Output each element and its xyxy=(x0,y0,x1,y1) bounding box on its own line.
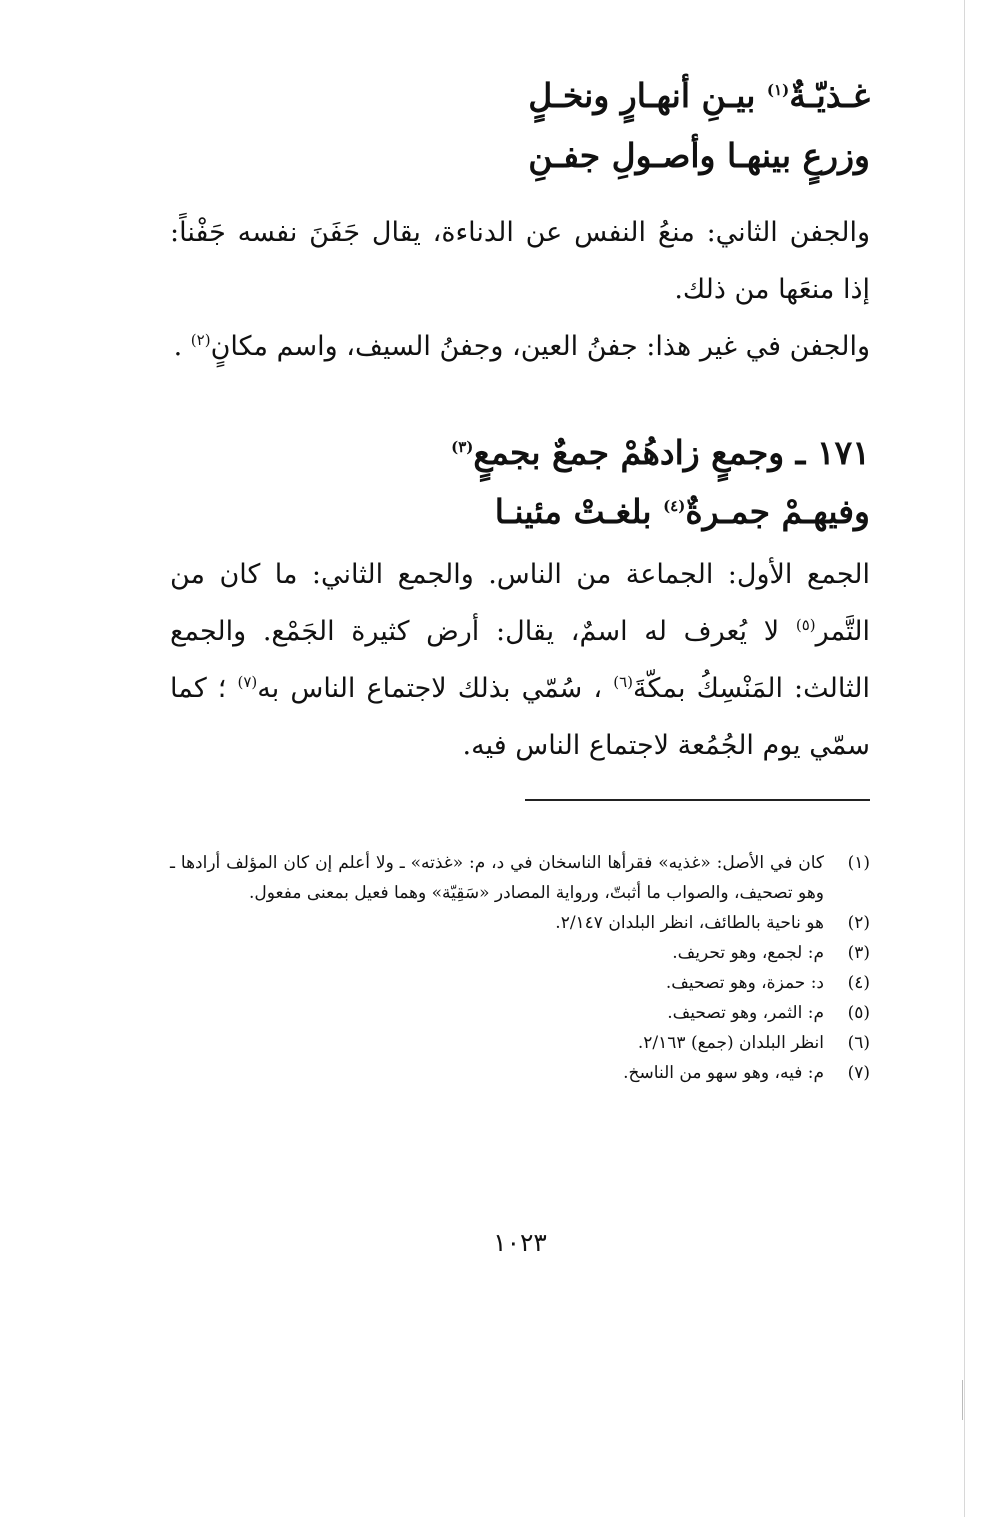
footnotes xyxy=(170,848,870,1088)
footnote-ref: (٤) xyxy=(663,497,686,515)
paragraph-text: ، سُمّي بذلك لاجتماع الناس به xyxy=(257,673,614,704)
footnote-text: م: فيه، وهو سهو من الناسخ. xyxy=(623,1063,824,1083)
verse-text: بيـنِ أنهـارٍ ونخـلٍ xyxy=(528,76,767,115)
footnote-text: كان في الأصل: «غذيه» فقرأها الناسخان في د، م: «غذته» ـ ولا أعلم إن كان المؤلف أرادها ـ وهو تصحيف، والصواب ما أثبتّ، ورواية المصادر «سَقِيّة» وهما فعيل بمعنى مفعول. xyxy=(170,853,824,903)
footnote-number: (٧) xyxy=(847,1063,870,1083)
footnote-ref: (٢) xyxy=(190,331,211,349)
footnote-number: (٣) xyxy=(847,943,870,963)
footnote-item xyxy=(170,998,870,1028)
footnote-item xyxy=(170,908,870,938)
footnote-ref: (٥) xyxy=(795,616,816,634)
footnote-text: م: الثمر، وهو تصحيف. xyxy=(667,1003,824,1023)
footnote-number: (١) xyxy=(847,853,870,873)
paragraph-text: . xyxy=(173,331,191,362)
paragraph-text: الجمع الأول: الجماعة من الناس. والجمع الثاني: ما كان من التَّمر xyxy=(170,559,870,647)
footnote-number: (٥) xyxy=(847,1003,870,1023)
verse-line-2: وزرعٍ بينهـا وأصـولِ جفـنِ xyxy=(528,136,870,175)
footnote-item xyxy=(170,1028,870,1058)
paragraph-2 xyxy=(170,318,870,375)
paragraph-3 xyxy=(170,546,870,774)
verse-line-3 xyxy=(170,433,870,472)
verse-line-1 xyxy=(170,76,870,115)
page-edge-line xyxy=(964,0,965,1517)
verse-text: بلغـتْ مئينـا xyxy=(494,492,664,531)
footnote-ref: (٣) xyxy=(451,438,474,456)
verse-line-4 xyxy=(170,492,870,531)
footnote-ref: (٧) xyxy=(237,673,258,691)
footnote-text: هو ناحية بالطائف، انظر البلدان ٢/١٤٧. xyxy=(555,913,824,933)
footnote-text: د: حمزة، وهو تصحيف. xyxy=(665,973,824,993)
footnote-item xyxy=(170,938,870,968)
page-number: ١٠٢٣ xyxy=(493,1228,547,1257)
footnote-divider xyxy=(525,799,870,801)
verse-text: وفيهـمْ جمـرةٌ xyxy=(685,492,870,531)
verse-text: غـذيّـةٌ xyxy=(789,76,870,115)
paragraph-text: ؛ كما سمّي يوم الجُمُعة لاجتماع الناس فيه. xyxy=(170,673,870,761)
footnote-text: انظر البلدان (جمع) ٢/١٦٣. xyxy=(637,1033,824,1053)
verse-text: ١٧١ ـ وجمعٍ زادهُمْ جمعٌ بجمعٍ xyxy=(473,433,870,472)
page-edge-mark xyxy=(962,1380,963,1420)
paragraph-1: والجفن الثاني: منعُ النفس عن الدناءة، يقال جَفَنَ نفسه جَفْناً: إذا منعَها من ذلك. xyxy=(170,217,870,305)
footnote-number: (٦) xyxy=(847,1033,870,1053)
footnote-item xyxy=(170,848,870,908)
footnote-ref: (١) xyxy=(766,81,790,99)
footnote-ref: (٦) xyxy=(613,673,634,691)
footnote-item xyxy=(170,1058,870,1088)
footnote-number: (٤) xyxy=(847,973,870,993)
footnote-number: (٢) xyxy=(847,913,870,933)
paragraph-text: والجفن في غير هذا: جفنُ العين، وجفنُ السيف، واسم مكانٍ xyxy=(210,331,870,362)
footnote-text: م: لجمع، وهو تحريف. xyxy=(672,943,824,963)
paragraph-text: لا يُعرف له اسمٌ، يقال: أرض كثيرة الجَمْع. والجمع الثالث: المَنْسِكُ بمكّةَ xyxy=(170,616,870,704)
footnote-item xyxy=(170,968,870,998)
